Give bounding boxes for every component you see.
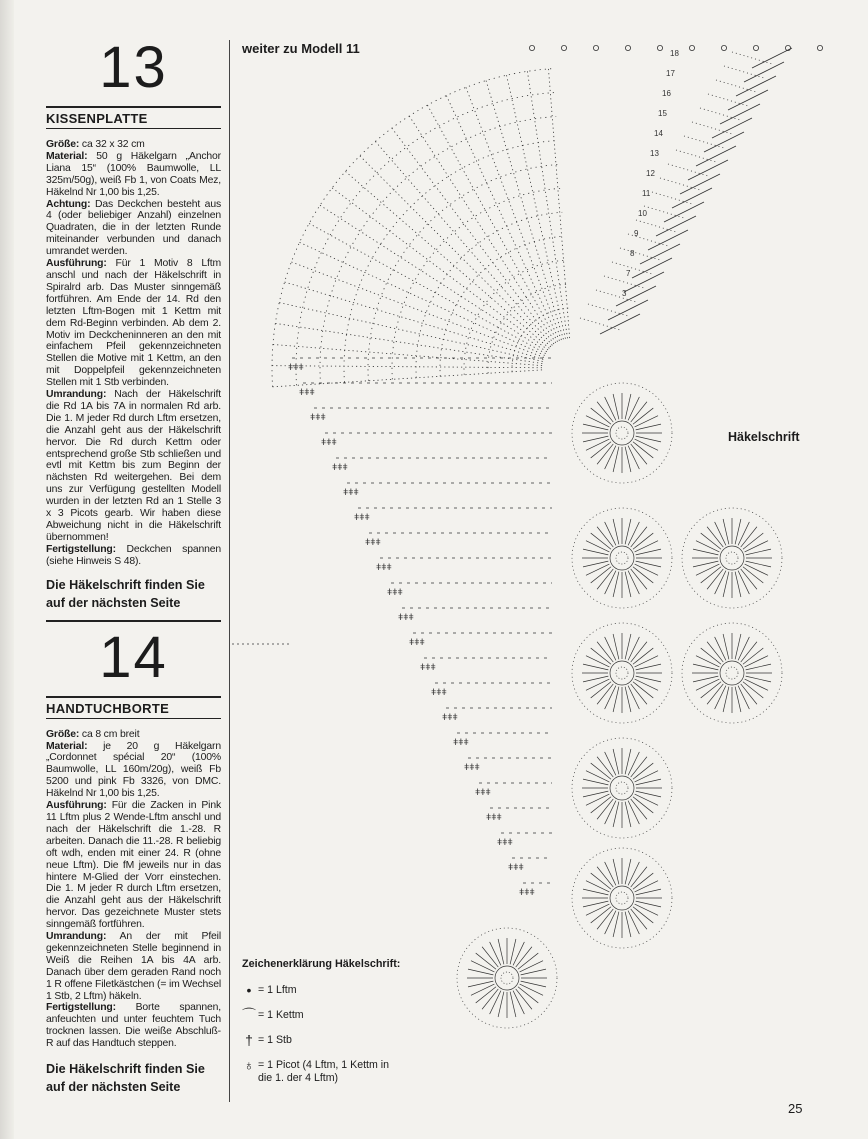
flower-petal-stitch [743, 533, 763, 549]
chart-stitch-line [608, 300, 648, 320]
flower-ring [616, 667, 628, 679]
flower-petal-stitch [597, 402, 613, 422]
chart-stitch-line [704, 132, 744, 152]
flower-petal-stitch [633, 907, 653, 923]
stitch-glyph: ǂǂǂ [519, 887, 535, 897]
row-number: 18 [670, 49, 679, 58]
paragraph [46, 544, 221, 568]
legend-item [242, 1009, 472, 1022]
flower-petal-stitch [597, 799, 613, 819]
flower-petal-stitch [591, 533, 611, 549]
row-number: 7 [626, 269, 631, 278]
flower-petal-stitch [707, 684, 723, 704]
chart-arc [368, 164, 559, 380]
flower-petal-stitch [743, 648, 763, 664]
chart-stitch-line [596, 290, 636, 302]
chart-arc [488, 284, 567, 373]
row-number: 12 [646, 169, 655, 178]
flower-ring [616, 892, 628, 904]
left-column [46, 36, 221, 1104]
flower-petal-stitch [707, 642, 723, 662]
flower-motif [572, 848, 672, 948]
chart-stitch-line [656, 216, 696, 236]
flower-petal-stitch [741, 527, 757, 547]
picot-icon: ♁ [243, 1057, 255, 1073]
paragraph [46, 729, 221, 741]
paragraph-text: Nach der Häkelschrift die Rd 1A bis 7A in normalen Rd arb. Die 1. M jeder Rd durch Lftm ersetzen, die Anzahl geht aus der Häkelschrift hervor. Die Rd durch Kettm oder entsprechend große Stb schließen und evtl mit Kettm bis zum Beginn der nächsten Rd weitergehen. Bei dem uns zur Verfügung gestellten Modell wurden in der letzten Rd an 1 Stelle 3 x 3 Picots gearb. Wir haben diese Abweichung nicht in die Häkelschrift übernommen! [46, 389, 221, 543]
flower-petal-stitch [743, 567, 763, 583]
flower-petal-stitch [518, 987, 538, 1003]
flower-petal-stitch [741, 642, 757, 662]
chart-label: Häkelschrift [728, 430, 800, 444]
flower-center [610, 776, 634, 800]
stitch-glyph: ǂǂǂ [409, 637, 425, 647]
chart-stitch-line [648, 230, 688, 250]
legend-text: = 1 Kettm [258, 1009, 304, 1021]
flower-petal-stitch [591, 797, 611, 813]
paragraph-label: Ausführung: [46, 800, 107, 812]
chart-stitch-line [672, 188, 712, 208]
chart-stitch-line [752, 48, 792, 68]
flower-petal-stitch [631, 402, 647, 422]
chart-stitch-line [612, 262, 652, 274]
section-title: KISSENPLATTE [46, 111, 148, 126]
chart-stitch-line [728, 90, 768, 110]
flower-petal-stitch [597, 867, 613, 887]
stitch-glyph: ǂǂǂ [475, 787, 491, 797]
chart-stitch-line [720, 104, 760, 124]
picot-mark [625, 45, 630, 50]
paragraph-text: Für 1 Motiv 8 Lftm anschl und nach der Häkelschrift in Spiralrd arb. Das Muster sinngemäß fortführen. Am Ende der 14. Rd den letzten Lftm-Bogen mit 1 Kettm mit dem Rd-Beginn verbinden. Ab dem 2. Motiv im Deckcheninneren an den mit einfachem Pfeil gekennzeichneten Stellen die Motive mit 1 Kettm, an den mit Doppelpfeil gekennzeichneten Stellen mit 1 Stb verbinden. [46, 258, 221, 389]
chart-ray [360, 156, 551, 347]
stitch-glyph: ǂǂǂ [486, 812, 502, 822]
flower-petal-stitch [701, 648, 721, 664]
flower-petal-stitch [707, 527, 723, 547]
paragraph-label: Umrandung: [46, 389, 107, 401]
page-binding-edge [0, 0, 14, 1139]
legend-text: = 1 Stb [258, 1034, 292, 1046]
chart-stitch-line [732, 52, 772, 64]
flower-petal-stitch [591, 648, 611, 664]
chart-ray [285, 282, 544, 359]
chart-stitch-line [636, 220, 676, 232]
paragraph-text: 50 g Häkelgarn „Anchor Liana 15“ (100% Baumwolle, LL 325m/50g), weiß Fb 1, von Coats Mez, Häkelnd Nr 1,00 bis 1,25. [46, 150, 221, 198]
chart-ray [320, 205, 547, 351]
stitch-legend [242, 958, 472, 1097]
paragraph-label: Material: [46, 740, 88, 752]
chart-stitch-line [676, 150, 716, 162]
crochet-chart [232, 38, 832, 1038]
row-number: 17 [666, 69, 675, 78]
flower-petal-stitch [631, 867, 647, 887]
stitch-glyph: ǂǂǂ [310, 412, 326, 422]
chart-stitch-line [680, 174, 720, 194]
flower-petal-stitch [633, 567, 653, 583]
chart-ray [527, 71, 567, 338]
flower-petal-stitch [743, 682, 763, 698]
flower-center [610, 421, 634, 445]
flower-center [495, 966, 519, 990]
stitch-glyph: ǂǂǂ [354, 512, 370, 522]
row-numbers [622, 49, 679, 298]
chart-arc [440, 236, 564, 376]
flower-petal-stitch [701, 567, 721, 583]
chart-stitch-line [684, 136, 724, 148]
flower-ring [616, 427, 628, 439]
paragraph-text: ca 8 cm breit [79, 728, 140, 740]
chart-ray [300, 242, 545, 355]
flower-petal-stitch [591, 682, 611, 698]
row-number: 8 [630, 249, 635, 258]
stitch-glyph: ǂǂǂ [420, 662, 436, 672]
chart-stitch-line [588, 304, 628, 316]
flower-petal-stitch [591, 567, 611, 583]
stitch-glyph: ǂǂǂ [508, 862, 524, 872]
chart-stitch-line [604, 276, 644, 288]
legend-text: = 1 Picot (4 Lftm, 1 Kettm in die 1. der 4 Lftm) [258, 1059, 390, 1084]
chart-ray [409, 116, 555, 343]
chart-arc [296, 93, 555, 386]
paragraph-text: ca 32 x 32 cm [79, 139, 145, 150]
paragraph [46, 389, 221, 544]
paragraph [46, 258, 221, 389]
chart-stitch-line [664, 202, 704, 222]
next-page-note: Die Häkelschrift finden Sie auf der nächsten Seite [46, 1062, 205, 1095]
flower-petal-stitch [516, 989, 532, 1009]
next-page-note: Die Häkelschrift finden Sie auf der nächsten Seite [46, 577, 205, 610]
fan-diagram [272, 45, 823, 386]
stitch-glyph: ǂǂǂ [431, 687, 447, 697]
chart-stitch-line [688, 160, 728, 180]
divider [46, 128, 221, 129]
chart-ray [272, 366, 542, 368]
picot-mark [657, 45, 662, 50]
flower-center [610, 546, 634, 570]
flower-motif [572, 508, 672, 608]
instructions-text [46, 729, 221, 1050]
flower-petal-stitch [597, 444, 613, 464]
flower-ring [616, 782, 628, 794]
row-number: 10 [638, 209, 647, 218]
stitch-glyph: ǂǂǂ [332, 462, 348, 472]
flower-petal-stitch [476, 987, 496, 1003]
legend-item [242, 1059, 472, 1085]
chart-stitch-line [580, 318, 620, 330]
flower-petal-stitch [476, 953, 496, 969]
chart-ray [275, 323, 542, 363]
chart-arc [464, 260, 565, 375]
stitch-icon: † [245, 1032, 253, 1048]
flower-center [610, 886, 634, 910]
chart-ray [309, 223, 546, 353]
flower-ring [501, 972, 513, 984]
stitch-glyph: ǂǂǂ [321, 437, 337, 447]
row-number: 13 [650, 149, 659, 158]
model-number: 13 [99, 35, 168, 100]
flower-center [610, 661, 634, 685]
chart-arc [512, 308, 568, 372]
flower-petal-stitch [591, 442, 611, 458]
flower-petal-stitch [591, 763, 611, 779]
flower-petal-stitch [741, 569, 757, 589]
paragraph [46, 199, 221, 259]
chart-stitch-line [724, 66, 764, 78]
chart-stitch-line [696, 146, 736, 166]
chart-ray [273, 370, 542, 387]
flower-petal-stitch [633, 533, 653, 549]
flower-petal-stitch [701, 533, 721, 549]
flower-motif [572, 623, 672, 723]
flower-petal-stitch [631, 642, 647, 662]
flower-petal-stitch [597, 569, 613, 589]
column-divider [229, 40, 230, 1102]
flower-petal-stitch [631, 757, 647, 777]
paragraph-text: An der mit Pfeil gekennzeichneten Stelle beginnend in Weiß die Reihen 1A bis 4A arb. Danach über dem geraden Rand noch 1 R offene Filetkästchen (= im Wechsel 1 Stb, 2 Lftm) häkeln. [46, 931, 221, 1002]
divider [46, 718, 221, 719]
picot-mark [529, 45, 534, 50]
chart-stitch-line [736, 76, 776, 96]
row-number: 11 [642, 189, 651, 198]
instructions-text [46, 139, 221, 568]
paragraph-label: Größe: [46, 139, 80, 150]
stitch-glyph: ǂǂǂ [464, 762, 480, 772]
section-title: HANDTUCHBORTE [46, 700, 170, 716]
chart-ray [507, 75, 566, 338]
chart-ray [332, 188, 548, 350]
flower-petal-stitch [631, 527, 647, 547]
flower-petal-stitch [631, 799, 647, 819]
chart-stitch-line [716, 80, 756, 92]
flower-petal-stitch [482, 989, 498, 1009]
legend-title: Zeichenerklärung Häkelschrift: [242, 958, 401, 970]
filet-diamonds [232, 358, 552, 897]
chart-stitch-line [700, 108, 740, 120]
flower-motif [457, 928, 557, 1028]
chart-stitch-line [744, 62, 784, 82]
flower-ring [726, 552, 738, 564]
paragraph-text: Deckchen spannen (siehe Hinweis S 48). [46, 543, 221, 567]
flower-petal-stitch [597, 642, 613, 662]
chart-ray [291, 262, 544, 357]
flower-petal-stitch [633, 873, 653, 889]
paragraph-label: Material: [46, 150, 88, 162]
paragraph-label: Fertigstellung: [46, 543, 116, 555]
flower-petal-stitch [516, 947, 532, 967]
paragraph [46, 151, 221, 199]
chart-stitch-line [708, 94, 748, 106]
flower-ring [726, 667, 738, 679]
row-number: 14 [654, 129, 663, 138]
dot-icon: • [246, 982, 252, 998]
flower-petal-stitch [482, 947, 498, 967]
stitch-glyph: ǂǂǂ [497, 837, 513, 847]
legend-text: = 1 Lftm [258, 984, 297, 996]
paragraph-label: Ausführung: [46, 258, 107, 270]
flower-motif [572, 383, 672, 483]
flower-motifs [457, 383, 782, 1028]
paragraph [46, 139, 221, 151]
flower-petal-stitch [633, 797, 653, 813]
model-number: 14 [99, 624, 168, 690]
chart-ray [273, 344, 542, 365]
divider [46, 620, 221, 622]
flower-petal-stitch [597, 757, 613, 777]
row-number: 15 [658, 109, 667, 118]
chart-stitch-line [692, 122, 732, 134]
flower-petal-stitch [631, 909, 647, 929]
flower-petal-stitch [707, 569, 723, 589]
flower-petal-stitch [633, 682, 653, 698]
continued-heading: weiter zu Modell 11 [242, 41, 360, 56]
chart-ray [427, 105, 557, 342]
flower-motif [572, 738, 672, 838]
flower-center [720, 546, 744, 570]
chart-ray [446, 96, 559, 341]
paragraph-label: Fertigstellung: [46, 1002, 116, 1014]
stitch-glyph: ǂǂǂ [365, 537, 381, 547]
flower-ring [616, 552, 628, 564]
flower-petal-stitch [701, 682, 721, 698]
chart-stitch-line [712, 118, 752, 138]
flower-center [720, 661, 744, 685]
flower-petal-stitch [633, 442, 653, 458]
chart-ray [548, 69, 569, 338]
model-13-section [46, 36, 221, 612]
flower-petal-stitch [631, 684, 647, 704]
picot-mark [593, 45, 598, 50]
chart-stitch-line [620, 248, 660, 260]
flower-petal-stitch [591, 408, 611, 424]
legend-item [242, 1034, 472, 1047]
chart-ray [486, 81, 563, 340]
row-number: 16 [662, 89, 671, 98]
flower-petal-stitch [597, 684, 613, 704]
flower-petal-stitch [631, 569, 647, 589]
flower-petal-stitch [518, 953, 538, 969]
paragraph-label: Größe: [46, 728, 80, 740]
stitch-glyph: ǂǂǂ [288, 362, 304, 372]
flower-motif [682, 623, 782, 723]
chart-arc [344, 140, 558, 382]
stitch-glyph: ǂǂǂ [387, 587, 403, 597]
chart-stitch-line [668, 164, 708, 176]
picot-mark [561, 45, 566, 50]
chart-stitch-line [640, 244, 680, 264]
row-number: 3 [622, 289, 627, 298]
flower-petal-stitch [633, 408, 653, 424]
paragraph [46, 931, 221, 1002]
paragraph-text: Das Deckchen besteht aus 4 (oder beliebiger Anzahl) einzelnen Quadraten, die in der letzten Runde miteinander verbunden und danach umrandet werden. [46, 198, 221, 258]
arc-icon: ⌒ [242, 1007, 256, 1023]
stitch-glyph: ǂǂǂ [453, 737, 469, 747]
stitch-glyph: ǂǂǂ [376, 562, 392, 572]
flower-petal-stitch [633, 648, 653, 664]
flower-petal-stitch [591, 907, 611, 923]
paragraph-text: je 20 g Häkelgarn „Cordonnet spécial 20“ (100% Baumwolle, LL 160m/20g), weiß Fb 5200 und pink Fb 3326, von DMC. Häkelnd Nr 1,00 bis 1,25. [46, 740, 221, 800]
chart-arc [272, 69, 553, 387]
flower-motif [682, 508, 782, 608]
paragraph [46, 800, 221, 931]
paragraph [46, 1002, 221, 1050]
chart-ray [279, 303, 542, 362]
chart-stitch-line [600, 314, 640, 334]
legend-item [242, 984, 472, 997]
flower-petal-stitch [597, 527, 613, 547]
stitch-glyph: ǂǂǂ [442, 712, 458, 722]
picot-mark [689, 45, 694, 50]
paragraph-label: Umrandung: [46, 931, 107, 943]
picot-mark [817, 45, 822, 50]
paragraph-text: Borte spannen, anfeuchten und unter feuchtem Tuch trocknen lassen. Die weiße Abschluß-R auf das Handtuch steppen. [46, 1002, 221, 1050]
chart-stitch-line [632, 258, 672, 278]
row-number: 9 [634, 229, 639, 238]
chart-arc [392, 188, 561, 379]
paragraph-label: Achtung: [46, 198, 91, 210]
model-14-section [46, 626, 221, 1096]
flower-petal-stitch [591, 873, 611, 889]
stitch-glyph: ǂǂǂ [299, 387, 315, 397]
page-number: 25 [788, 1101, 803, 1116]
picot-mark [753, 45, 758, 50]
chart-stitch-line [660, 178, 700, 190]
flower-petal-stitch [633, 763, 653, 779]
stitch-glyph: ǂǂǂ [343, 487, 359, 497]
chart-arc [320, 116, 556, 383]
chart-stitch-line [644, 206, 684, 218]
flower-petal-stitch [597, 909, 613, 929]
flower-petal-stitch [741, 684, 757, 704]
picot-mark [721, 45, 726, 50]
flower-petal-stitch [631, 444, 647, 464]
paragraph [46, 741, 221, 801]
chart-stitch-line [652, 192, 692, 204]
paragraph-text: Für die Zacken in Pink 11 Lftm plus 2 Wende-Lftm anschl und nach der Häkelschrift die 1.-28. R arbeiten. Danach die 11.-28. R beliebig oft wdh, enden mit einer 24. R (ohne neue Lftm). Die fM jeweils nur in das hintere M-Glied der Vorr einstechen. Die 1. M jeder R durch Lftm ersetzen, die Anzahl geht aus der Häkelschrift hervor. Das gezeichnete Muster stets sinngemäß fortführen. [46, 800, 221, 931]
stitch-glyph: ǂǂǂ [398, 612, 414, 622]
